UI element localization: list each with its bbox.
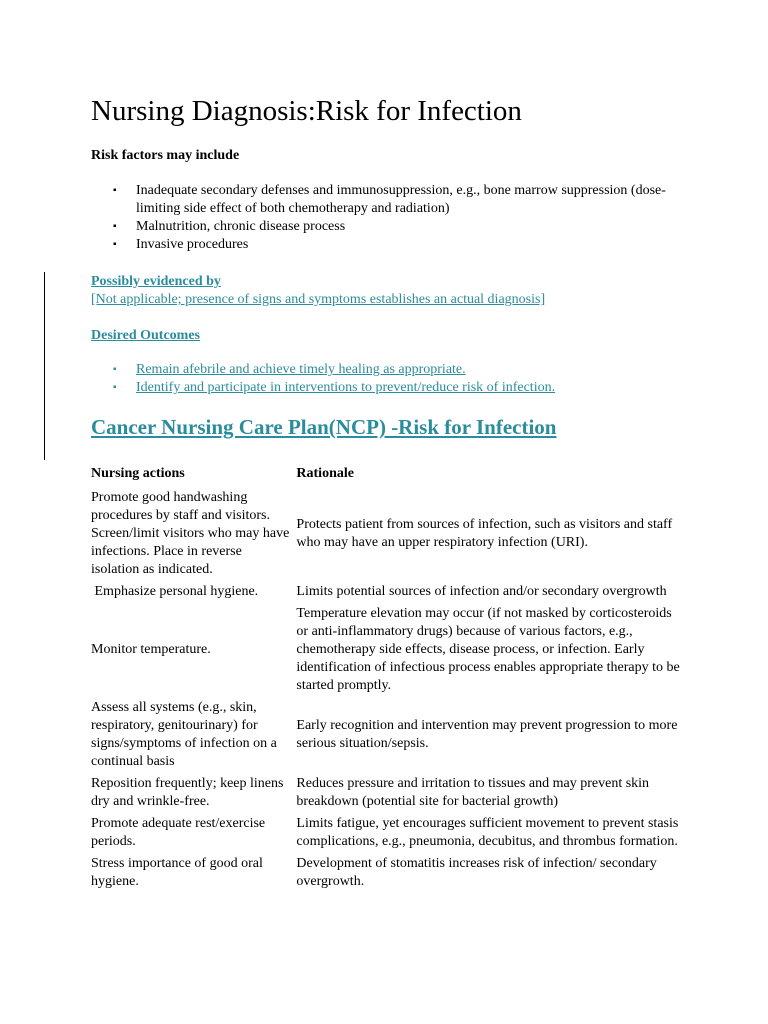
possibly-evidenced-text-link[interactable]: [Not applicable; presence of signs and symptoms establishes an actual diagnosis] [91, 292, 546, 307]
list-item[interactable] [113, 379, 673, 397]
action-cell: Stress importance of good oral hygiene. [91, 856, 263, 889]
action-cell: Promote adequate rest/exercise periods. [91, 816, 266, 849]
column-header-actions: Nursing actions [91, 466, 185, 481]
care-plan-title-link[interactable]: Cancer Nursing Care Plan(NCP) -Risk for Infection [91, 415, 557, 439]
list-item[interactable] [113, 361, 673, 379]
list-item-text: Inadequate secondary defenses and immunosuppression, e.g., bone marrow suppression (dose-limiting side effect of both chemotherapy and radiation) [136, 183, 666, 216]
table-row [88, 487, 684, 581]
desired-outcomes-list [113, 361, 673, 397]
rationale-cell: Reduces pressure and irritation to tissues and may prevent skin breakdown (potential site for bacterial growth) [296, 776, 650, 809]
bullet-icon: ▪ [113, 382, 117, 393]
action-cell: Reposition frequently; keep linens dry and wrinkle-free. [91, 776, 284, 809]
possibly-evidenced-link[interactable]: Possibly evidenced by [91, 274, 221, 289]
list-item [113, 236, 673, 254]
rationale-cell: Limits fatigue, yet encourages sufficient movement to prevent stasis complications, e.g., pneumonia, decubitus, and thrombus formation. [296, 816, 679, 849]
list-item [113, 218, 673, 236]
action-cell: Promote good handwashing procedures by staff and visitors. Screen/limit visitors who may have infections. Place in reverse isolation as indicated. [91, 490, 290, 577]
bullet-icon: ▪ [113, 221, 117, 232]
page-title: Nursing Diagnosis:Risk for Infection [91, 95, 522, 127]
action-cell: Assess all systems (e.g., skin, respiratory, genitourinary) for signs/symptoms of infection on a continual basis [91, 700, 277, 769]
bullet-icon: ▪ [113, 185, 117, 196]
rationale-cell: Limits potential sources of infection and/or secondary overgrowth [296, 584, 667, 599]
risk-factors-list [113, 182, 673, 254]
list-item-link[interactable]: Identify and participate in interventions to prevent/reduce risk of infection. [136, 380, 556, 395]
table-row [88, 813, 684, 853]
action-cell: Emphasize personal hygiene. [91, 584, 259, 599]
desired-outcomes-link[interactable]: Desired Outcomes [91, 328, 200, 343]
rationale-cell: Temperature elevation may occur (if not masked by corticosteroids or anti-inflammatory drugs) because of various factors, e.g., chemotherapy side effects, disease process, or infection. Early identification of infectious process enables appropriate therapy to be started promptly. [296, 606, 680, 693]
list-item-text: Malnutrition, chronic disease process [136, 219, 346, 234]
bullet-icon: ▪ [113, 364, 117, 375]
bullet-icon: ▪ [113, 239, 117, 250]
table-row [88, 853, 684, 893]
rationale-cell: Early recognition and intervention may prevent progression to more serious situation/sepsis. [296, 718, 678, 751]
list-item [113, 182, 673, 218]
margin-change-bar [44, 272, 45, 460]
action-cell: Monitor temperature. [91, 642, 211, 657]
table-header-row [88, 461, 684, 487]
rationale-cell: Protects patient from sources of infection, such as visitors and staff who may have an upper respiratory infection (URI). [296, 517, 673, 550]
care-plan-table [88, 461, 684, 893]
list-item-link[interactable]: Remain afebrile and achieve timely healing as appropriate. [136, 362, 466, 377]
table-row [88, 773, 684, 813]
rationale-cell: Development of stomatitis increases risk of infection/ secondary overgrowth. [296, 856, 657, 889]
table-row [88, 603, 684, 697]
table-row [88, 581, 684, 603]
list-item-text: Invasive procedures [136, 237, 249, 252]
table-row [88, 697, 684, 773]
risk-factors-heading: Risk factors may include [91, 148, 240, 163]
column-header-rationale: Rationale [296, 466, 354, 481]
